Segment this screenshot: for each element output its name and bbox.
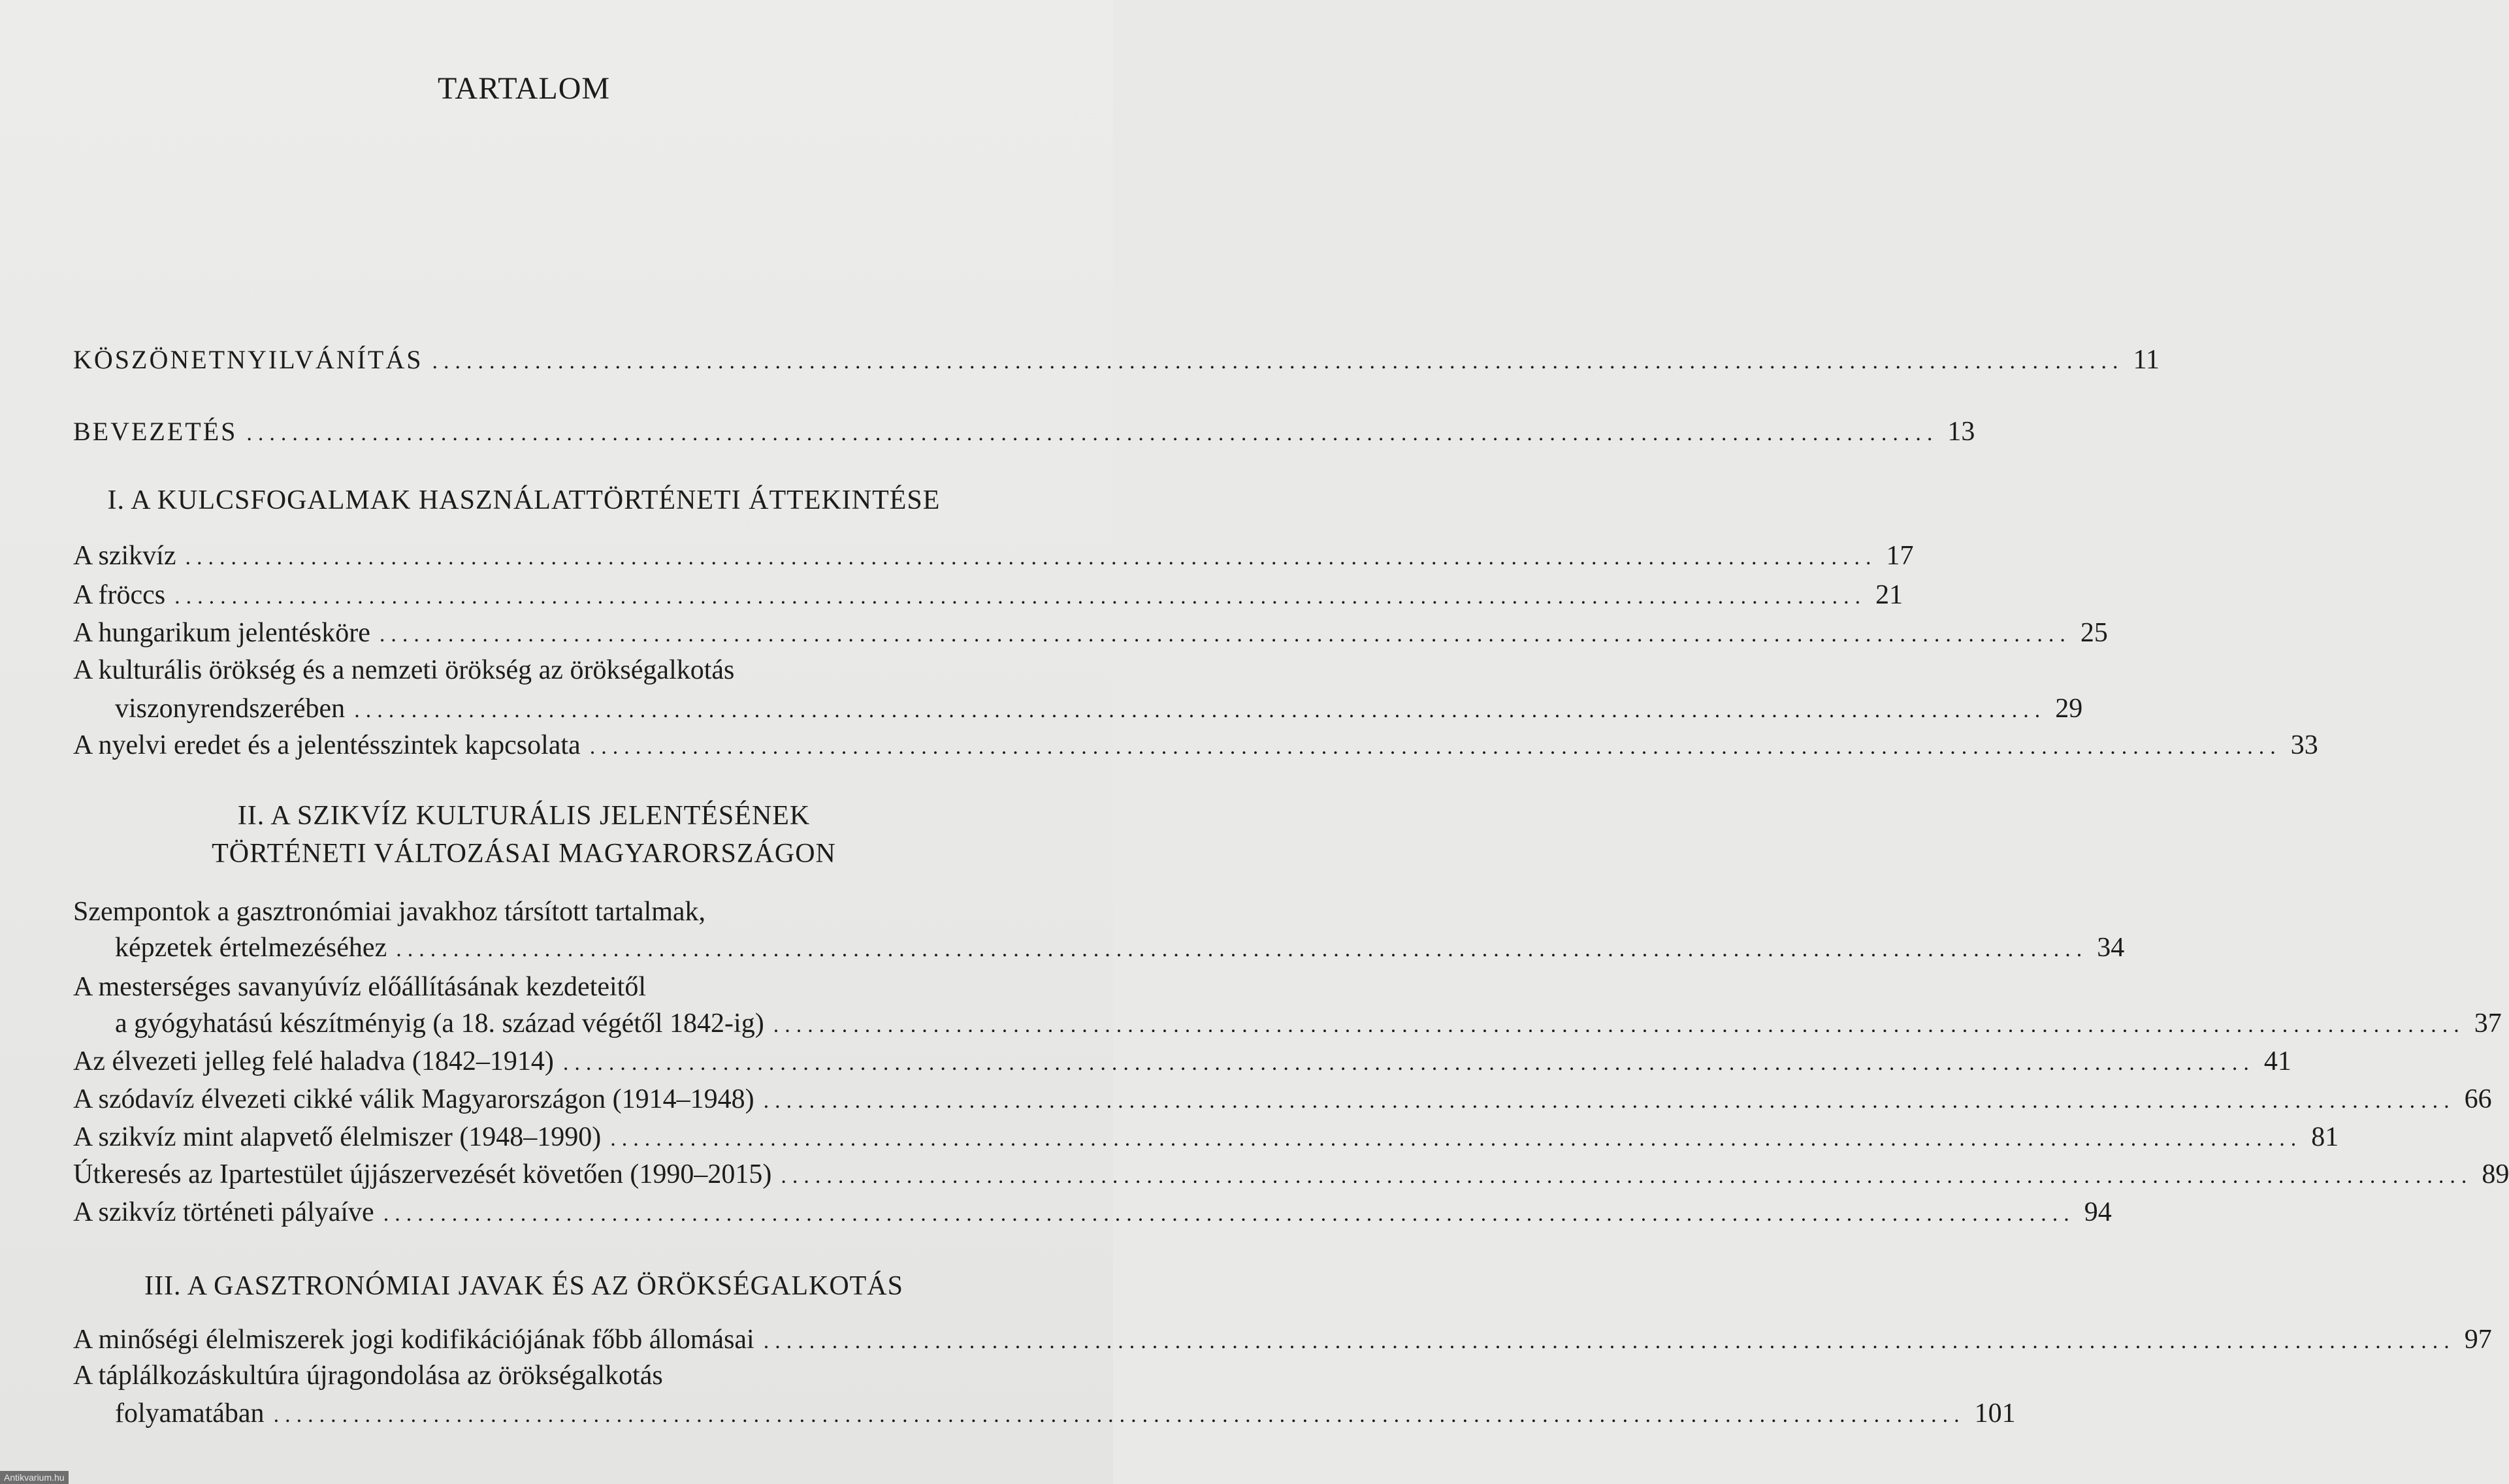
toc-entry-acknowledgements <box>73 345 2160 375</box>
toc-label-line1: A mesterséges savanyúvíz előállításának kezdeteitől <box>73 972 647 1002</box>
toc-page-number: 81 <box>2311 1122 2339 1152</box>
toc-entry <box>115 933 2125 963</box>
toc-page-number: 89 <box>2482 1159 2509 1189</box>
toc-leader-dots: .................................................................................................................................................... <box>185 545 1877 570</box>
toc-entry <box>73 730 2318 760</box>
section-heading-3: III. A GASZTRONÓMIAI JAVAK ÉS AZ ÖRÖKSÉGALKOTÁS <box>144 1271 903 1301</box>
toc-leader-dots: .................................................................................................................................................... <box>354 698 2047 722</box>
toc-label: KÖSZÖNETNYILVÁNÍTÁS <box>73 345 423 374</box>
toc-leader-dots: .................................................................................................................................................... <box>763 1089 2455 1113</box>
toc-label: Az élvezeti jelleg felé haladva (1842–1914) <box>73 1046 554 1076</box>
toc-label: a gyógyhatású készítményig (a 18. század végétől 1842-ig) <box>115 1008 764 1039</box>
toc-page-number: 101 <box>1974 1398 2016 1428</box>
toc-leader-dots: .................................................................................................................................................... <box>562 1051 2255 1075</box>
toc-label: viszonyrendszerében <box>115 694 346 724</box>
toc-entry-introduction <box>73 417 1975 447</box>
section-heading-1: I. A KULCSFOGALMAK HASZNÁLATTÖRTÉNETI ÁTTEKINTÉSE <box>107 485 941 515</box>
toc-label-line1: Szempontok a gasztronómiai javakhoz társított tartalmak, <box>73 897 706 927</box>
toc-entry <box>73 541 1914 571</box>
toc-leader-dots: .................................................................................................................................................... <box>273 1403 1966 1427</box>
toc-page-number: 94 <box>2084 1197 2112 1227</box>
toc-leader-dots: .................................................................................................................................................... <box>589 735 2282 759</box>
toc-entry <box>73 618 2108 648</box>
toc-label: képzetek értelmezéséhez <box>115 933 387 963</box>
toc-label: Útkeresés az Ipartestület újjászervezését követően (1990–2015) <box>73 1159 772 1189</box>
toc-label: A szikvíz mint alapvető élelmiszer (1948–1990) <box>73 1122 602 1152</box>
toc-label-line1: A táplálkozáskultúra újragondolása az örökségalkotás <box>73 1361 663 1391</box>
toc-entry <box>73 1122 2339 1152</box>
toc-leader-dots: .................................................................................................................................................... <box>610 1127 2303 1151</box>
toc-label: A szikvíz <box>73 541 176 571</box>
toc-leader-dots: .................................................................................................................................................... <box>379 622 2071 647</box>
toc-page-number: 29 <box>2055 694 2083 724</box>
toc-label-line1: A kulturális örökség és a nemzeti örökség az örökségalkotás <box>73 655 735 685</box>
toc-label: A fröccs <box>73 580 166 610</box>
section-heading-2-line1: II. A SZIKVÍZ KULTURÁLIS JELENTÉSÉNEK <box>237 801 811 831</box>
toc-label: A minőségi élelmiszerek jogi kodifikációjának főbb állomásai <box>73 1325 754 1355</box>
toc-entry <box>115 1008 2502 1039</box>
toc-page-number: 37 <box>2474 1008 2502 1039</box>
toc-page-number: 97 <box>2464 1325 2492 1355</box>
toc-entry <box>73 1325 2492 1355</box>
toc-entry <box>115 694 2083 724</box>
page-title: TARTALOM <box>437 71 611 106</box>
toc-leader-dots: .................................................................................................................................................... <box>383 1202 2075 1226</box>
toc-leader-dots: .................................................................................................................................................... <box>246 421 1939 445</box>
toc-leader-dots: .................................................................................................................................................... <box>781 1164 2473 1188</box>
toc-leader-dots: .................................................................................................................................................... <box>396 937 2088 961</box>
toc-label: A szikvíz történeti pályaíve <box>73 1197 374 1227</box>
watermark: Antikvarium.hu <box>0 1471 69 1484</box>
toc-page-number: 21 <box>1875 580 1903 610</box>
toc-label: A hungarikum jelentésköre <box>73 618 370 648</box>
toc-entry <box>73 1084 2492 1114</box>
section-heading-2-line2: TÖRTÉNETI VÁLTOZÁSAI MAGYARORSZÁGON <box>212 839 836 869</box>
toc-label: folyamatában <box>115 1398 265 1428</box>
toc-page-number: 66 <box>2464 1084 2492 1114</box>
toc-label: BEVEZETÉS <box>73 417 238 446</box>
toc-entry <box>73 1046 2291 1076</box>
toc-page-number: 13 <box>1947 417 1975 447</box>
toc-label: A szódavíz élvezeti cikké válik Magyarországon (1914–1948) <box>73 1084 754 1114</box>
toc-leader-dots: .................................................................................................................................................... <box>773 1013 2465 1037</box>
toc-entry <box>73 1159 2509 1189</box>
toc-entry <box>73 580 1903 610</box>
toc-page-number: 17 <box>1886 541 1914 571</box>
toc-leader-dots: .................................................................................................................................................... <box>432 349 2124 374</box>
toc-entry <box>115 1398 2016 1428</box>
toc-label: A nyelvi eredet és a jelentésszintek kapcsolata <box>73 730 581 760</box>
toc-page-number: 11 <box>2133 345 2160 375</box>
toc-leader-dots: .................................................................................................................................................... <box>174 585 1867 609</box>
toc-page-number: 33 <box>2290 730 2318 760</box>
toc-page-number: 34 <box>2097 933 2125 963</box>
toc-entry <box>73 1197 2112 1227</box>
toc-page-number: 41 <box>2263 1046 2291 1076</box>
toc-page-number: 25 <box>2080 618 2108 648</box>
toc-leader-dots: .................................................................................................................................................... <box>763 1329 2455 1353</box>
